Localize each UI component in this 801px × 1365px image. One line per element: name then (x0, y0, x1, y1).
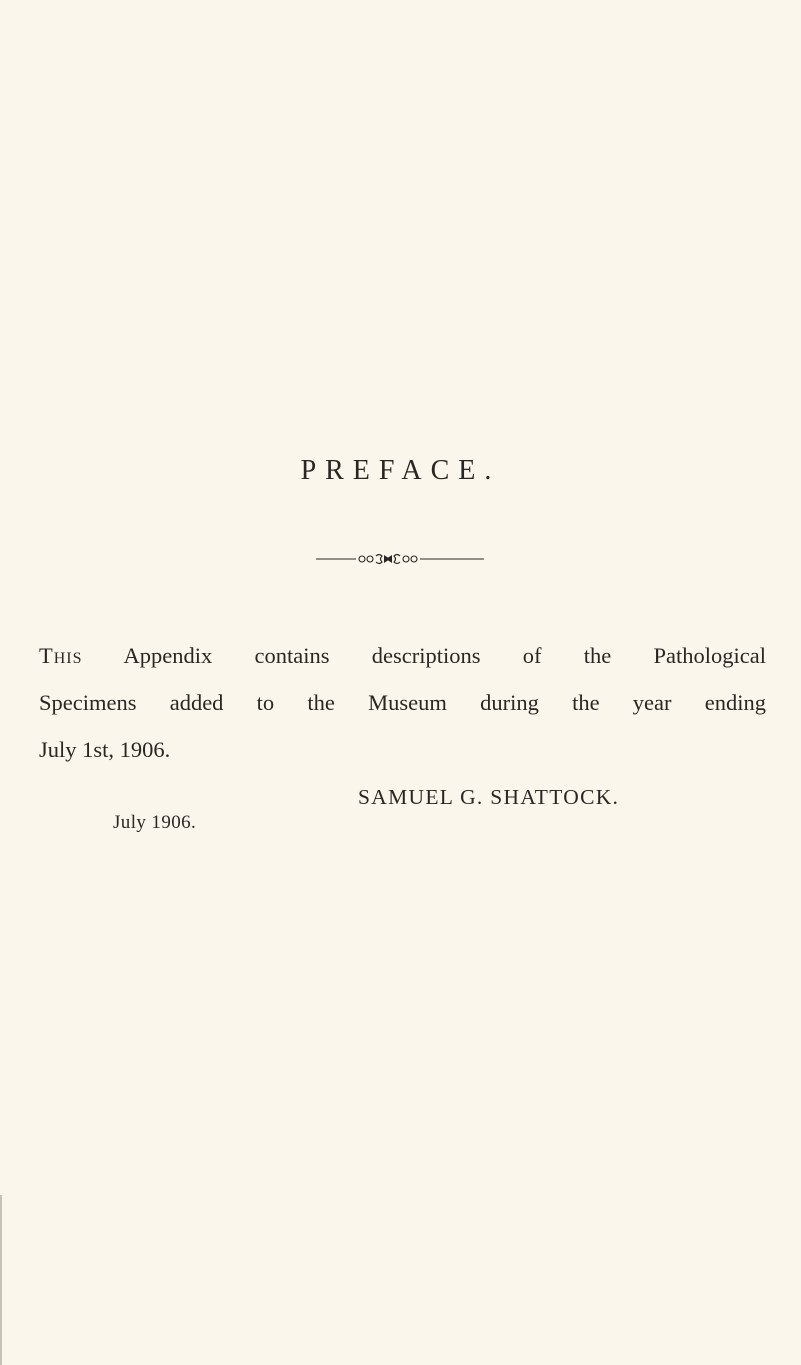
first-word-small-caps: This (39, 643, 83, 668)
paragraph-line: Specimens added to the Museum during the year ending (39, 690, 766, 715)
preface-date: July 1906. (113, 812, 197, 833)
paragraph-line (39, 645, 766, 668)
line-text: Appendix contains descriptions of the Pathological (82, 643, 766, 668)
page-title: PREFACE. (300, 455, 501, 486)
author-signature: SAMUEL G. SHATTOCK. (358, 785, 620, 809)
ornamental-rule-icon (316, 552, 486, 566)
paragraph-line: July 1st, 1906. (39, 737, 171, 762)
page-edge-mark (0, 1195, 2, 1365)
